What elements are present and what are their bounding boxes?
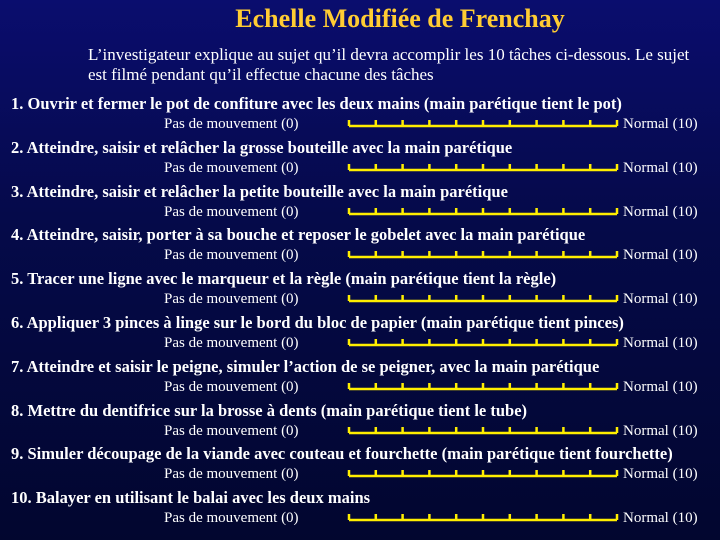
scale-max-label: Normal (10): [623, 203, 698, 220]
rating-scale: [11, 245, 698, 265]
task-item: [11, 94, 698, 134]
task-item: [11, 269, 698, 309]
scale-max-label: Normal (10): [623, 510, 698, 527]
scale-line[interactable]: [337, 510, 619, 524]
slide-title: Echelle Modifiée de Frenchay: [235, 4, 565, 33]
scale-max-label: Normal (10): [623, 247, 698, 264]
rating-scale: [11, 114, 698, 134]
task-item: [11, 225, 698, 265]
scale-line[interactable]: [337, 116, 619, 130]
task-title: 6. Appliquer 3 pinces à linge sur le bord du bloc de papier (main parétique tient pinces): [11, 313, 624, 332]
intro-line: L’investigateur explique au sujet qu’il devra accomplir les 10 tâches ci-dessous. Le sujet: [88, 45, 690, 64]
scale-max-label: Normal (10): [623, 116, 698, 132]
scale-max-label: Normal (10): [623, 378, 698, 395]
scale-min-label: Pas de mouvement (0): [164, 378, 299, 395]
scale-max-label: Normal (10): [623, 291, 698, 308]
scale-max-label: Normal (10): [623, 422, 698, 439]
task-item: [11, 356, 698, 397]
task-item: [11, 137, 698, 178]
intro-line: est filmé pendant qu’il effectue chacune des tâches: [88, 65, 434, 84]
task-item: [11, 400, 698, 441]
task-title: 4. Atteindre, saisir, porter à sa bouche et reposer le gobelet avec la main parétique: [11, 225, 586, 245]
task-title: 5. Tracer une ligne avec le marqueur et la règle (main parétique tient la règle): [11, 269, 557, 289]
scale-min-label: Pas de mouvement (0): [164, 291, 299, 308]
task-title: 1. Ouvrir et fermer le pot de confiture avec les deux mains (main parétique tient le pot): [11, 94, 622, 113]
rating-scale: [11, 202, 698, 222]
scale-min-label: Pas de mouvement (0): [164, 247, 299, 264]
rating-scale: [11, 377, 698, 397]
rating-scale: [11, 508, 698, 528]
scale-line[interactable]: [337, 466, 619, 480]
task-title: 10. Balayer en utilisant le balai avec les deux mains: [11, 488, 371, 508]
scale-line[interactable]: [337, 160, 619, 174]
task-title: 3. Atteindre, saisir et relâcher la petite bouteille avec la main parétique: [11, 181, 508, 201]
scale-min-label: Pas de mouvement (0): [164, 159, 299, 176]
rating-scale: [11, 333, 698, 353]
scale-min-label: Pas de mouvement (0): [164, 466, 299, 483]
scale-min-label: Pas de mouvement (0): [164, 422, 299, 439]
scale-line[interactable]: [337, 335, 619, 349]
task-title: 8. Mettre du dentifrice sur la brosse à dents (main parétique tient le tube): [11, 400, 528, 420]
task-item: [11, 488, 698, 528]
task-title: 2. Atteindre, saisir et relâcher la grosse bouteille avec la main parétique: [11, 137, 513, 157]
task-item: [11, 181, 698, 222]
scale-max-label: Normal (10): [623, 466, 698, 483]
task-title: 7. Atteindre et saisir le peigne, simuler l’action de se peigner, avec la main parétique: [11, 356, 600, 376]
scale-max-label: Normal (10): [623, 335, 698, 351]
scale-min-label: Pas de mouvement (0): [164, 510, 299, 527]
task-title: 9. Simuler découpage de la viande avec couteau et fourchette (main parétique tient fourchette): [11, 444, 673, 464]
scale-min-label: Pas de mouvement (0): [164, 335, 299, 351]
rating-scale: [11, 421, 698, 441]
scale-min-label: Pas de mouvement (0): [164, 203, 299, 220]
scale-line[interactable]: [337, 423, 619, 437]
scale-max-label: Normal (10): [623, 159, 698, 176]
rating-scale: [11, 464, 698, 484]
rating-scale: [11, 158, 698, 178]
task-item: [11, 313, 698, 353]
intro-text: [88, 45, 689, 85]
scale-min-label: Pas de mouvement (0): [164, 116, 299, 132]
scale-line[interactable]: [337, 204, 619, 218]
rating-scale: [11, 289, 698, 309]
scale-line[interactable]: [337, 291, 619, 305]
task-item: [11, 444, 698, 484]
scale-line[interactable]: [337, 247, 619, 261]
scale-line[interactable]: [337, 379, 619, 393]
